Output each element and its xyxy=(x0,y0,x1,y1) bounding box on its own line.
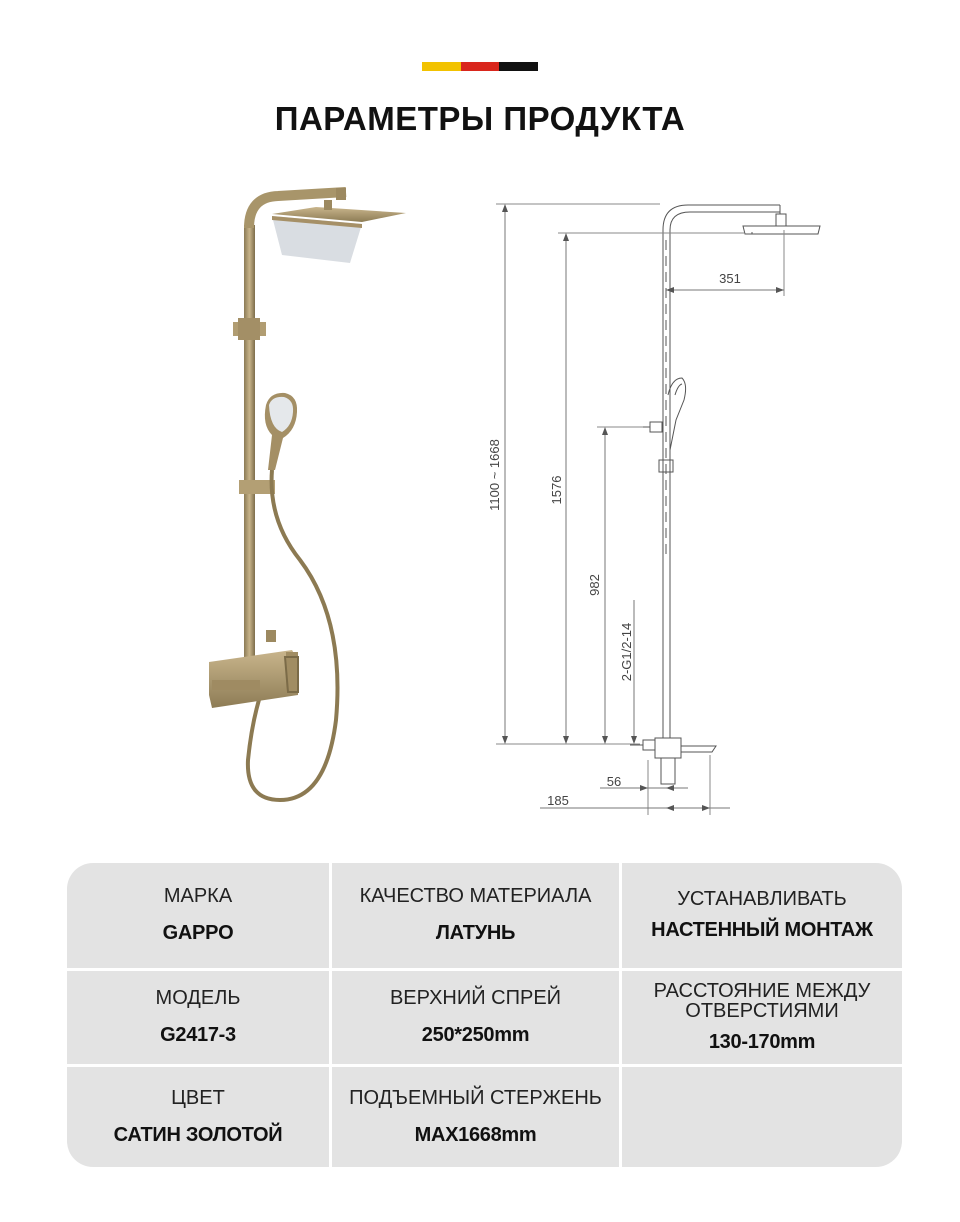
spec-value: GAPPO xyxy=(162,922,234,944)
spec-label: КАЧЕСТВО МАТЕРИАЛА xyxy=(359,885,592,907)
spec-label: РАССТОЯНИЕ МЕЖДУ ОТВЕРСТИЯМИ xyxy=(653,980,871,1022)
spec-value: САТИН ЗОЛОТОЙ xyxy=(113,1123,283,1146)
spec-value: MAX1668mm xyxy=(414,1123,537,1146)
spec-label: УСТАНАВЛИВАТЬ xyxy=(677,888,847,910)
dim-handset-height: 982 xyxy=(587,574,602,596)
spec-cell-installation xyxy=(622,863,902,971)
dim-arm-length: 351 xyxy=(719,271,741,286)
spec-value: ЛАТУНЬ xyxy=(435,922,516,944)
spec-label: ВЕРХНИЙ СПРЕЙ xyxy=(389,987,562,1009)
spec-cell-color xyxy=(67,1067,332,1167)
dim-inlet-thread: 2-G1/2-14 xyxy=(619,622,634,682)
spec-cell-top-spray xyxy=(332,971,622,1067)
spec-label: ПОДЪЕМНЫЙ СТЕРЖЕНЬ xyxy=(349,1086,602,1109)
spec-label: МОДЕЛЬ xyxy=(155,987,241,1009)
shower-render xyxy=(209,188,406,800)
spec-value: G2417-3 xyxy=(160,1024,236,1046)
dim-inlet-offset: 56 xyxy=(606,774,622,789)
flag-red xyxy=(461,62,500,71)
spec-cell-material xyxy=(332,863,622,971)
spec-label: МАРКА xyxy=(163,885,233,907)
product-illustration xyxy=(0,160,960,840)
spec-table xyxy=(67,863,902,1167)
spec-value: 250*250mm xyxy=(421,1024,530,1046)
flag-black xyxy=(499,62,538,71)
flag-yellow xyxy=(422,62,461,71)
spec-value: НАСТЕННЫЙ МОНТАЖ xyxy=(651,919,873,941)
spec-label: ЦВЕТ xyxy=(171,1086,225,1109)
spec-cell-model xyxy=(67,971,332,1067)
spec-value: 130-170mm xyxy=(708,1031,816,1053)
spec-cell-empty xyxy=(622,1067,902,1167)
page-title: ПАРАМЕТРЫ ПРОДУКТА xyxy=(274,100,686,137)
technical-drawing xyxy=(496,204,820,815)
dim-total-height: 1100 ~ 1668 xyxy=(487,439,502,511)
flag-stripe xyxy=(422,62,538,71)
spec-cell-lift-rod xyxy=(332,1067,622,1167)
spec-cell-brand xyxy=(67,863,332,971)
dim-top-spray-height: 1576 xyxy=(549,475,564,505)
spec-cell-hole-distance xyxy=(622,971,902,1067)
dim-spout-length: 185 xyxy=(547,793,569,808)
